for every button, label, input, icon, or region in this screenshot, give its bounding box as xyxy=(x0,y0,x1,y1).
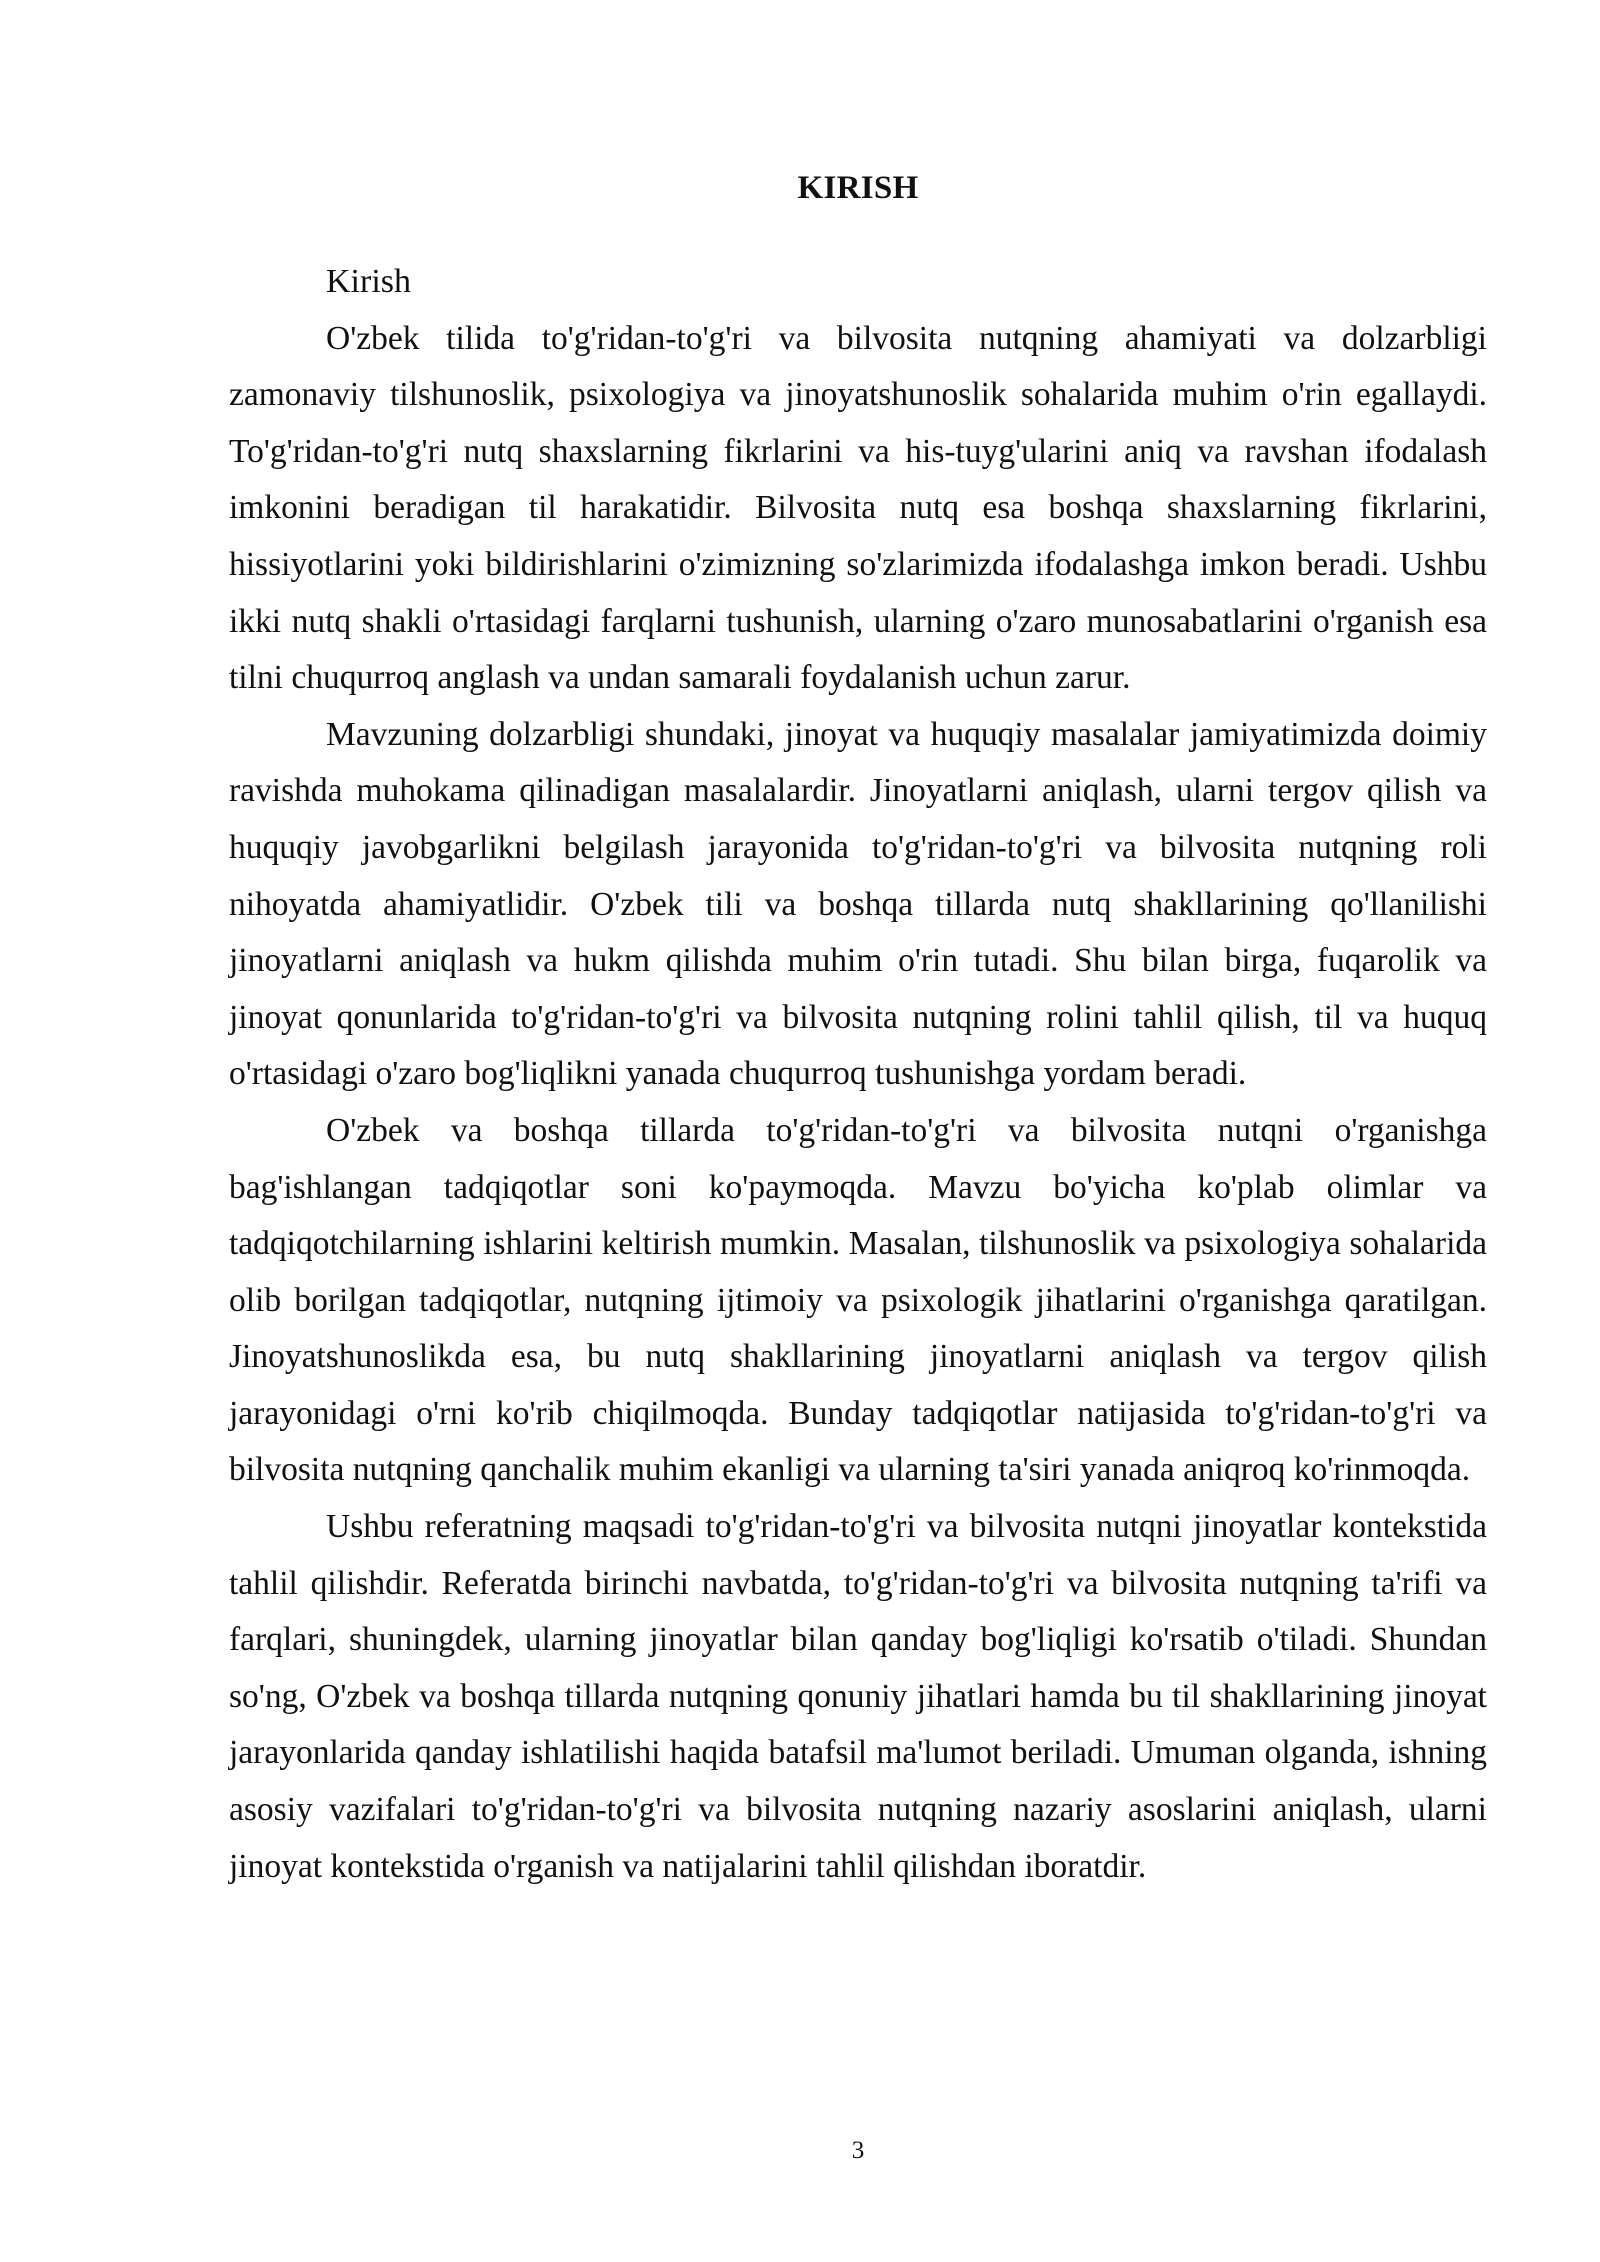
paragraph-2: Mavzuning dolzarbligi shundaki, jinoyat va huquqiy masalalar jamiyatimizda doimiy ravishda muhokama qilinadigan masalalardir. Jinoyatlarni aniqlash, ularni tergov qilish va huquqiy javobgarlikni belgilash jarayonida to'g'ridan-to'g'ri va bilvosita nutqning roli nihoyatda ahamiyatlidir. O'zbek tili va boshqa tillarda nutq shakllarining qo'llanilishi jinoyatlarni aniqlash va hukm qilishda muhim o'rin tutadi. Shu bilan birga, fuqarolik va jinoyat qonunlarida to'g'ridan-to'g'ri va bilvosita nutqning rolini tahlil qilish, til va huquq o'rtasidagi o'zaro bog'liqlikni yanada chuqurroq tushunishga yordam beradi. xyxy=(229,715,1487,1093)
body-text xyxy=(229,254,1487,1895)
paragraph-4: Ushbu referatning maqsadi to'g'ridan-to'g'ri va bilvosita nutqni jinoyatlar kontekstida tahlil qilishdir. Referatda birinchi navbatda, to'g'ridan-to'g'ri va bilvosita nutqning ta'rifi va farqlari, shuningdek, ularning jinoyatlar bilan qanday bog'liqligi ko'rsatib o'tiladi. Shundan so'ng, O'zbek va boshqa tillarda nutqning qonuniy jihatlari hamda bu til shakllarining jinoyat jarayonlarida qanday ishlatilishi haqida batafsil ma'lumot beriladi. Umuman olganda, ishning asosiy vazifalari to'g'ridan-to'g'ri va bilvosita nutqning nazariy asoslarini aniqlash, ularni jinoyat kontekstida o'rganish va natijalarini tahlil qilishdan iboratdir. xyxy=(229,1508,1487,1885)
page-number: 3 xyxy=(851,2137,865,2164)
section-subheading: Kirish xyxy=(326,263,411,300)
page-title: KIRISH xyxy=(797,170,919,206)
paragraph-1: O'zbek tilida to'g'ridan-to'g'ri va bilvosita nutqning ahamiyati va dolzarbligi zamonaviy tilshunoslik, psixologiya va jinoyatshunoslik sohalarida muhim o'rin egallaydi. To'g'ridan-to'g'ri nutq shaxslarning fikrlarini va his-tuyg'ularini aniq va ravshan ifodalash imkonini beradigan til harakatidir. Bilvosita nutq esa boshqa shaxslarning fikrlarini, hissiyotlarini yoki bildirishlarini o'zimizning so'zlarimizda ifodalashga imkon beradi. Ushbu ikki nutq shakli o'rtasidagi farqlarni tushunish, ularning o'zaro munosabatlarini o'rganish esa tilni chuqurroq anglash va undan samarali foydalanish uchun zarur. xyxy=(229,319,1487,697)
paragraph-3: O'zbek va boshqa tillarda to'g'ridan-to'g'ri va bilvosita nutqni o'rganishga bag'ishlangan tadqiqotlar soni ko'paymoqda. Mavzu bo'yicha ko'plab olimlar va tadqiqotchilarning ishlarini keltirish mumkin. Masalan, tilshunoslik va psixologiya sohalarida olib borilgan tadqiqotlar, nutqning ijtimoiy va psixologik jihatlarini o'rganishga qaratilgan. Jinoyatshunoslikda esa, bu nutq shakllarining jinoyatlarni aniqlash va tergov qilish jarayonidagi o'rni ko'rib chiqilmoqda. Bunday tadqiqotlar natijasida to'g'ridan-to'g'ri va bilvosita nutqning qanchalik muhim ekanligi va ularning ta'siri yanada aniqroq ko'rinmoqda. xyxy=(229,1111,1487,1489)
